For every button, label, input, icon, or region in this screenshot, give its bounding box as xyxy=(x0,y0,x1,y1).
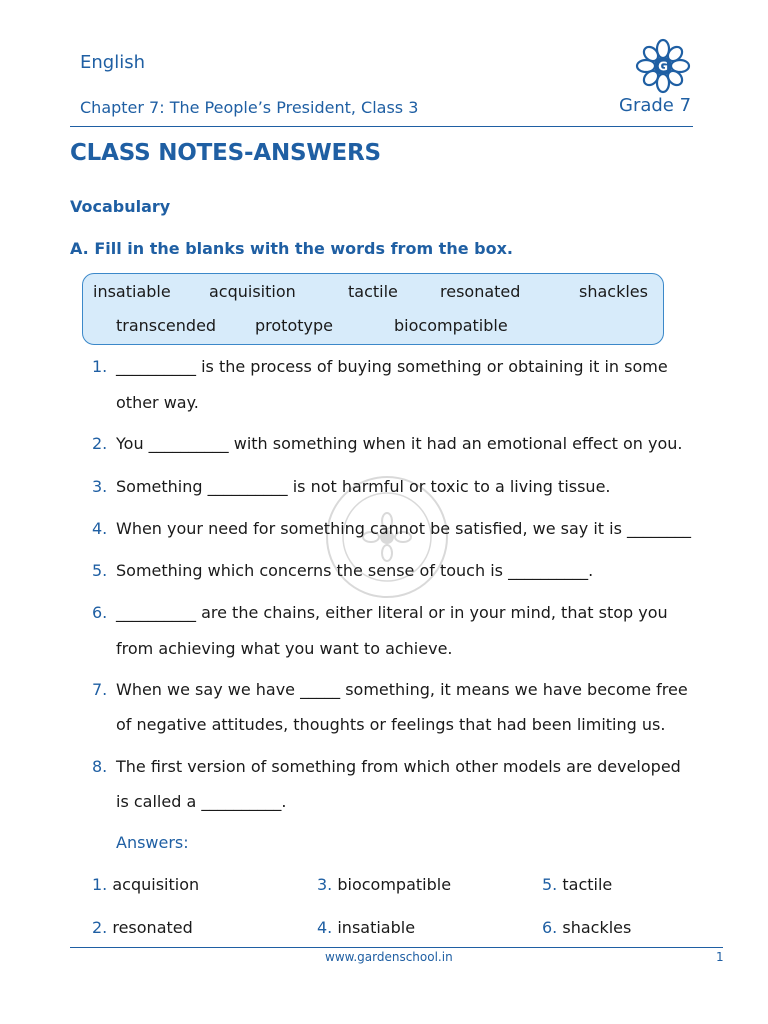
question-number: 1. xyxy=(92,357,108,376)
answer-word: insatiable xyxy=(337,918,416,937)
footer-divider xyxy=(70,947,723,948)
answer-item xyxy=(317,918,415,937)
word-box-item: prototype xyxy=(255,316,333,335)
answers-heading: Answers: xyxy=(116,833,189,852)
question-number: 5. xyxy=(92,561,108,580)
footer-website-link[interactable]: www.gardenschool.in xyxy=(325,950,453,964)
answer-word: acquisition xyxy=(112,875,200,894)
answer-word: biocompatible xyxy=(337,875,452,894)
header-divider xyxy=(70,126,693,127)
answer-item xyxy=(542,918,631,937)
word-box-item: shackles xyxy=(579,282,648,301)
subject-label: English xyxy=(80,52,145,73)
word-box-item: tactile xyxy=(348,282,398,301)
page-number: 1 xyxy=(716,950,724,964)
grade-label: Grade 7 xyxy=(619,95,692,116)
word-box-item: biocompatible xyxy=(394,316,508,335)
question-text: Something __________ is not harmful or toxic to a living tissue. xyxy=(116,477,611,496)
answer-word: resonated xyxy=(112,918,193,937)
question-text: __________ are the chains, either literal or in your mind, that stop you xyxy=(116,603,668,622)
question-text: The first version of something from which other models are developed xyxy=(116,757,681,776)
question-text: from achieving what you want to achieve. xyxy=(116,639,453,658)
answer-number: 3. xyxy=(317,875,333,894)
answer-number: 4. xyxy=(317,918,333,937)
section-heading: Vocabulary xyxy=(70,197,171,216)
question-text: You __________ with something when it had an emotional effect on you. xyxy=(116,434,683,453)
answer-number: 5. xyxy=(542,875,558,894)
question-text: __________ is the process of buying something or obtaining it in some xyxy=(116,357,668,376)
word-box-item: transcended xyxy=(116,316,217,335)
question-text: of negative attitudes, thoughts or feelings that had been limiting us. xyxy=(116,715,666,734)
logo-letter: G xyxy=(658,59,668,74)
question-number: 4. xyxy=(92,519,108,538)
word-box-item: insatiable xyxy=(93,282,171,301)
exercise-instruction: A. Fill in the blanks with the words from the box. xyxy=(70,239,513,258)
answer-item xyxy=(542,875,612,894)
answer-number: 6. xyxy=(542,918,558,937)
chapter-title: Chapter 7: The People’s President, Class 3 xyxy=(80,98,419,117)
answer-item xyxy=(92,875,199,894)
question-number: 7. xyxy=(92,680,108,699)
question-number: 8. xyxy=(92,757,108,776)
question-text: Something which concerns the sense of touch is __________. xyxy=(116,561,594,580)
word-box-item: resonated xyxy=(440,282,521,301)
word-box-item: acquisition xyxy=(209,282,296,301)
answer-number: 1. xyxy=(92,875,108,894)
page-title: CLASS NOTES-ANSWERS xyxy=(70,140,381,166)
answer-item xyxy=(317,875,451,894)
answer-word: shackles xyxy=(562,918,632,937)
question-text: is called a __________. xyxy=(116,792,287,811)
answer-word: tactile xyxy=(562,875,613,894)
word-box xyxy=(82,273,664,345)
school-logo-icon xyxy=(633,38,693,94)
answer-item xyxy=(92,918,193,937)
question-number: 6. xyxy=(92,603,108,622)
question-number: 3. xyxy=(92,477,108,496)
question-text: When your need for something cannot be satisfied, we say it is ________ xyxy=(116,519,691,538)
question-number: 2. xyxy=(92,434,108,453)
question-text: other way. xyxy=(116,393,199,412)
answer-number: 2. xyxy=(92,918,108,937)
question-text: When we say we have _____ something, it means we have become free xyxy=(116,680,688,699)
